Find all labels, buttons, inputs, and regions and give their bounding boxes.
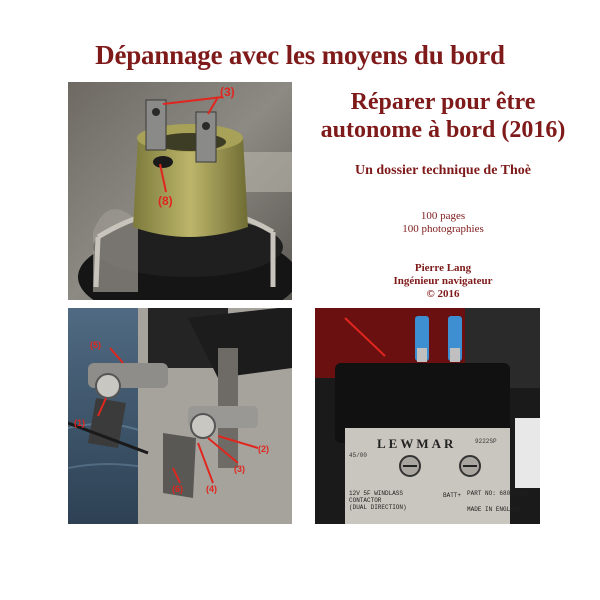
callout-6: (6) — [172, 484, 183, 494]
callout-3: (3) — [234, 464, 245, 474]
subtitle-line-1: Réparer pour être — [350, 89, 536, 115]
cover-subtitle — [303, 88, 583, 144]
author-name: Pierre Lang — [414, 262, 472, 274]
copyright: © 2016 — [426, 288, 460, 300]
label-line-2: CONTACTOR — [349, 497, 382, 504]
photo-lewmar-contactor — [315, 308, 540, 524]
cover-title: Dépannage avec les moyens du bord — [95, 40, 505, 70]
photo-winch-image — [68, 82, 292, 300]
batt-label: BATT+ — [443, 492, 462, 499]
small-code: 45/00 — [349, 452, 368, 459]
dossier-line: Un dossier technique de Thoè — [354, 163, 532, 178]
author-block — [303, 262, 583, 301]
callout-5: (5) — [90, 340, 101, 350]
photo-winch-part — [68, 82, 292, 300]
callout-2: (2) — [258, 444, 269, 454]
pages-count: 100 pages — [420, 210, 466, 222]
part-code: 9222SP — [475, 438, 497, 445]
author-role: Ingénieur navigateur — [393, 275, 493, 287]
callout-8: (8) — [158, 194, 173, 208]
brand-label: LEWMAR — [377, 436, 457, 451]
subtitle-line-2: autonome à bord (2016) — [320, 117, 566, 143]
label-line-3: (DUAL DIRECTION) — [349, 504, 407, 511]
pages-info — [303, 210, 583, 236]
made-in-label: MADE IN ENGLAND — [467, 506, 522, 513]
photo-rudder-fittings — [68, 308, 292, 524]
callout-4: (4) — [206, 484, 217, 494]
label-line-1: 12V 5F WINDLASS — [349, 490, 404, 497]
callout-3: (3) — [220, 85, 235, 99]
contactor-label — [349, 490, 407, 511]
part-no: PART NO: 68000318 — [467, 490, 529, 497]
callout-1: (1) — [74, 418, 85, 428]
photos-count: 100 photographies — [402, 223, 484, 235]
